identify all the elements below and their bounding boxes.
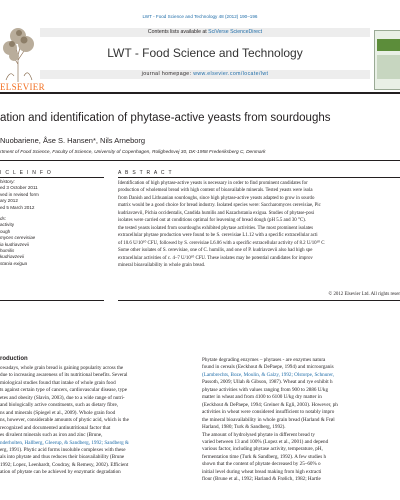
body-column-right — [202, 357, 400, 484]
body-line: 1992; Lopez, Leenhardt, Coudray, & Remesy, 2002). Efficient — [0, 461, 129, 468]
keyword: myces cerevisiae — [0, 235, 36, 241]
body-line: shown that the content of phytate decreased by 25–60% o — [202, 461, 321, 468]
body-line: The amount of hydrolysed phytate in different bread ty — [202, 431, 315, 438]
abstract-line: production of wholemeal bread with high content of bioavailable minerals. Tested yeasts were isola — [118, 188, 313, 194]
body-line: phytase activities with values ranging from 900 to 2886 U/kg — [202, 386, 329, 393]
body-column-left — [0, 365, 192, 477]
keyword: kudriavzevii — [0, 254, 24, 260]
abstract-bottom-rule — [118, 300, 400, 301]
body-line: ation of phytate can be achieved by enzymatic degradation — [0, 469, 121, 476]
journal-title: LWT - Food Science and Technology — [107, 46, 303, 60]
keyword: humilis — [0, 248, 15, 254]
introduction-heading: roduction — [0, 356, 28, 362]
keyword: stania exigua — [0, 260, 28, 266]
contents-label: Contents lists available at — [147, 29, 209, 35]
citation-line[interactable]: (Lambrechts, Boze, Moulin, & Galzy, 1992; Olstorpe, Schnurer, — [202, 371, 335, 378]
journal-homepage-bar — [40, 70, 370, 79]
body-line: recognized and documented antinutritional factor that — [0, 424, 111, 431]
abstract-line: extracellular activities of c. 4–7 U/10¹⁰ CFU. These isolates may be potential candidates for improv — [118, 255, 313, 261]
body-line: flour (Brune et al., 1992; Harland & Frølich, 1982; Hartle — [202, 476, 321, 483]
body-line: varied between 13 and 100% (Lopez et al., 2001) and depend — [202, 438, 329, 445]
body-line: Phytate degrading enzymes – phytases - are enzymes natura — [202, 357, 326, 363]
abstract-rule — [118, 177, 400, 178]
abstract-line: Some other isolates of S. cerevisiae, one of C. humilis, and one of P. kudriavzevii also had high spe — [118, 248, 313, 254]
body-line: Passoth, 2009; Ullah & Gibson, 1987). Wheat and rye exhibit h — [202, 379, 333, 386]
keywords-label: ds: — [0, 216, 7, 222]
body-line: miological studies found that intake of whole grain food — [0, 379, 116, 386]
keyword: ia kudriavzevii — [0, 241, 29, 247]
body-line: and biologically active constituents, such as dietary fibre, — [0, 402, 119, 409]
publisher-name: ELSEVIER — [0, 82, 45, 92]
article-authors: Nuobariene, Åse S. Hansen*, Nils Arneborg — [0, 136, 146, 145]
homepage-link[interactable]: www.elsevier.com/locate/lwt — [193, 71, 269, 77]
body-line: ns, however, considerable amounts of phytic acid, which is the — [0, 417, 129, 424]
body-line: ts against certain type of cancers, cardiovascular disease, type — [0, 387, 128, 394]
body-line: etes and obesity (Slavin, 2003), due to a wide range of nutri- — [0, 394, 125, 401]
body-line: activities in wheat were considered insufficient to notably impro — [202, 409, 335, 416]
citation-line[interactable]: nderholten, Hallberg, Gleerup, & Sandberg, 1992; Sandberg & — [0, 439, 129, 446]
article-info-rule — [0, 177, 104, 178]
article-info-heading: I C L E I N F O — [0, 170, 53, 176]
keyword: ough — [0, 228, 11, 234]
history-line: ary 2012 — [0, 198, 18, 204]
abstract-body — [118, 180, 400, 269]
author-affiliation: rtment of Food Science, Faculty of Science, University of Copenhagen, Rolighedsvej 30, DK-1958 Frederiksberg C, Denmark — [0, 150, 266, 155]
body-line: Harland, 1980; Turk & Sandberg, 1992). — [202, 424, 286, 431]
elsevier-tree-logo — [0, 26, 36, 86]
homepage-label: journal homepage: — [141, 71, 194, 77]
body-line: found in cereals (Eeckhout & DePaepe, 1994) and microorganis — [202, 364, 334, 371]
article-title: ation and identification of phytase-active yeasts from sourdoughs — [0, 112, 331, 124]
title-divider — [0, 160, 400, 161]
abstract-line: Identification of high phytase-active yeasts is necessary in order to find prominent candidates for — [118, 181, 308, 186]
body-line: ns and minerals (Spiegel et al., 2009). Whole grain food — [0, 409, 116, 416]
body-line: owadays, whole grain bread is gaining popularity across the — [0, 365, 124, 371]
keyword: activity — [0, 222, 15, 228]
abstract-line: mineral bioavailability in whole grain bread. — [118, 262, 206, 268]
history-line: ed 5 March 2012 — [0, 204, 35, 210]
history-line: ed 3 October 2011 — [0, 185, 38, 191]
abstract-line: of 10.6 U/10¹⁰ CFU, followed by S. cerevisiae L6.06 with a specific extracellular activity of 8.2 U/10¹⁰ C — [118, 240, 325, 246]
abstract-line: matrix would be a good choice for bread industry. Isolated species were: Saccharomyces cerevisiae, Pic — [118, 203, 321, 209]
body-line: various factor, including phytase activity, temperature, pH, — [202, 446, 323, 453]
journal-citation — [0, 14, 400, 19]
header-divider — [0, 92, 400, 94]
body-line: due to increasing awareness of its nutritional benefits. Several — [0, 372, 128, 379]
history-line: ved in revised form — [0, 191, 39, 197]
body-line: initial level during wheat bread making from high extracti — [202, 468, 322, 475]
abstract-line: from Danish and Lithuanian sourdoughs, since high phytase-active yeasts adapted to grow in sourdo — [118, 195, 315, 201]
article-info-list — [0, 179, 104, 267]
abstract-line: kudriavzevii, Pichia occidentalis, Candida humilis and Kazachstania exigua. Studies of phytase-posi — [118, 210, 315, 216]
sciverse-link[interactable]: SciVerse ScienceDirect — [208, 29, 263, 35]
journal-cover-thumbnail — [374, 30, 400, 90]
abstract-line: isolates were carried out at conditions optimal for leavening of bread dough (pH 5.5 and 30 °C). — [118, 218, 307, 224]
article-info-bottom-rule — [0, 300, 104, 301]
body-line: es divalent minerals such as iron and zinc (Brune, — [0, 432, 103, 439]
abstract-line: the tested yeasts isolated from sourdoughs exhibited phytase activities. The most prominent isolates — [118, 225, 314, 231]
body-line: als into phytate and thus reduces their bioavailability (Brune — [0, 454, 125, 461]
abstract-heading: A B S T R A C T — [118, 170, 173, 176]
abstract-line: extracellular phytase production were found to be S. cerevisiae L1.12 with a specific extracellular acti — [118, 233, 318, 239]
body-line: matter in wheat and from 4100 to 6100 U/kg dry matter in — [202, 394, 322, 401]
citation-text[interactable]: LWT - Food Science and Technology 48 (2012) 190–196 — [142, 14, 258, 19]
history-line: history: — [0, 179, 15, 184]
body-line: (Eeckhout & DePaepe, 1994; Greiner & Egli, 2003). However, ph — [202, 401, 338, 408]
copyright-notice: © 2012 Elsevier Ltd. All rights reser — [328, 292, 400, 297]
contents-bar — [40, 28, 370, 37]
body-line: the mineral bioavailability in whole grain bread (Harland & Frøl — [202, 416, 335, 423]
body-line: erg, 1991). Phytic acid forms insoluble complexes with these — [0, 446, 126, 453]
body-line: fermentation time (Turk & Sandberg, 1992). A few studies h — [202, 453, 327, 460]
